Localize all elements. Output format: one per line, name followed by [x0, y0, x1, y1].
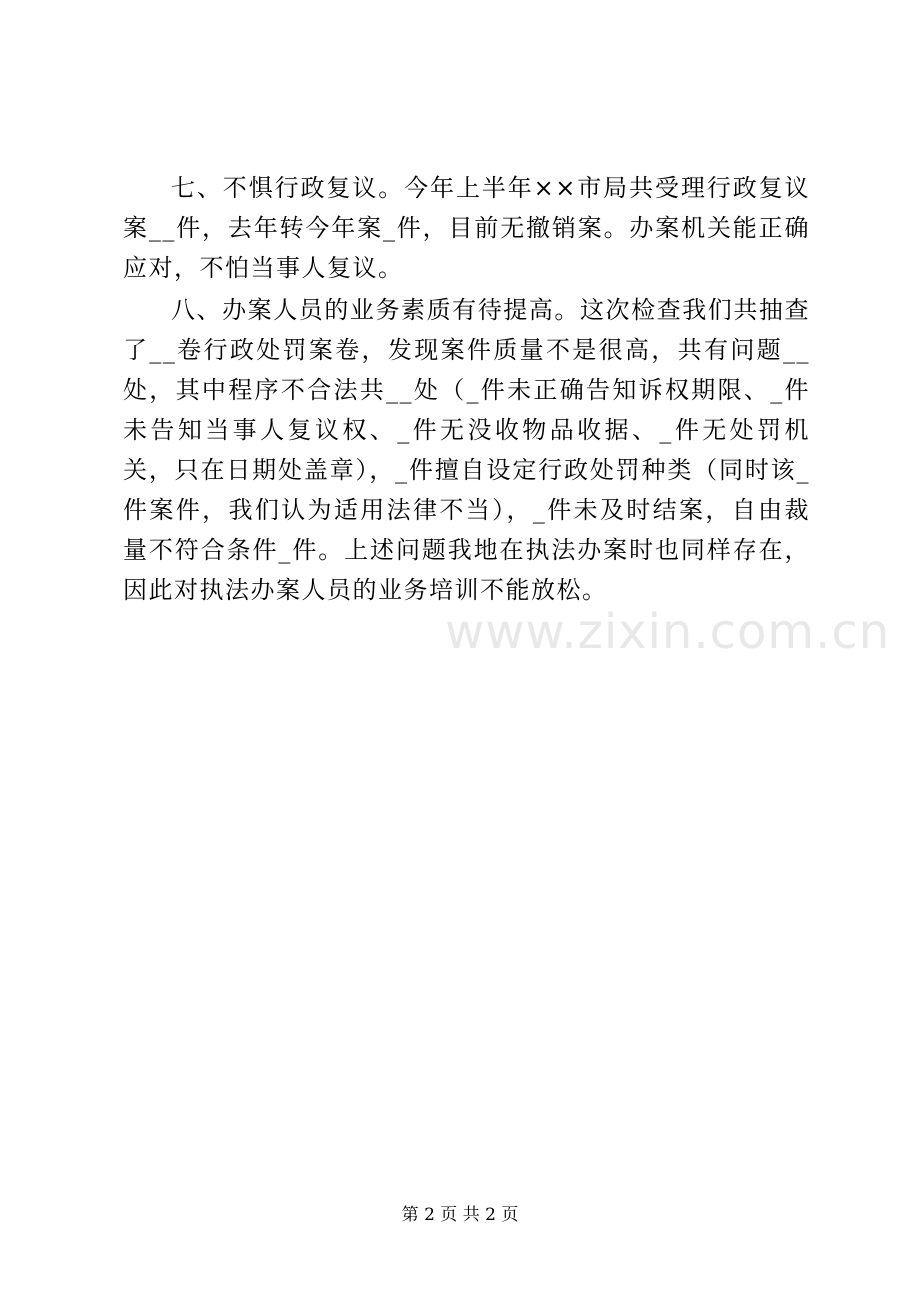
document-body	[123, 168, 810, 612]
paragraph-eight: 八、办案人员的业务素质有待提高。这次检查我们共抽查了__卷行政处罚案卷，发现案件质量不是很高，共有问题__处，其中程序不合法共__处（_件未正确告知诉权期限、_件未告知当事人复议权、_件无没收物品收据、_件无处罚机关，只在日期处盖章），_件擅自设定行政处罚种类（同时该_件案件，我们认为适用法律不当），_件未及时结案，自由裁量不符合条件_件。上述问题我地在执法办案时也同样存在，因此对执法办案人员的业务培训不能放松。	[123, 296, 810, 604]
page-footer: 第 2 页 共 2 页	[401, 1205, 519, 1225]
paragraph-seven: 七、不惧行政复议。今年上半年××市局共受理行政复议案__件，去年转今年案_件，目前无撤销案。办案机关能正确应对，不怕当事人复议。	[123, 174, 810, 282]
watermark: www.zixin.com.cn	[445, 604, 891, 660]
